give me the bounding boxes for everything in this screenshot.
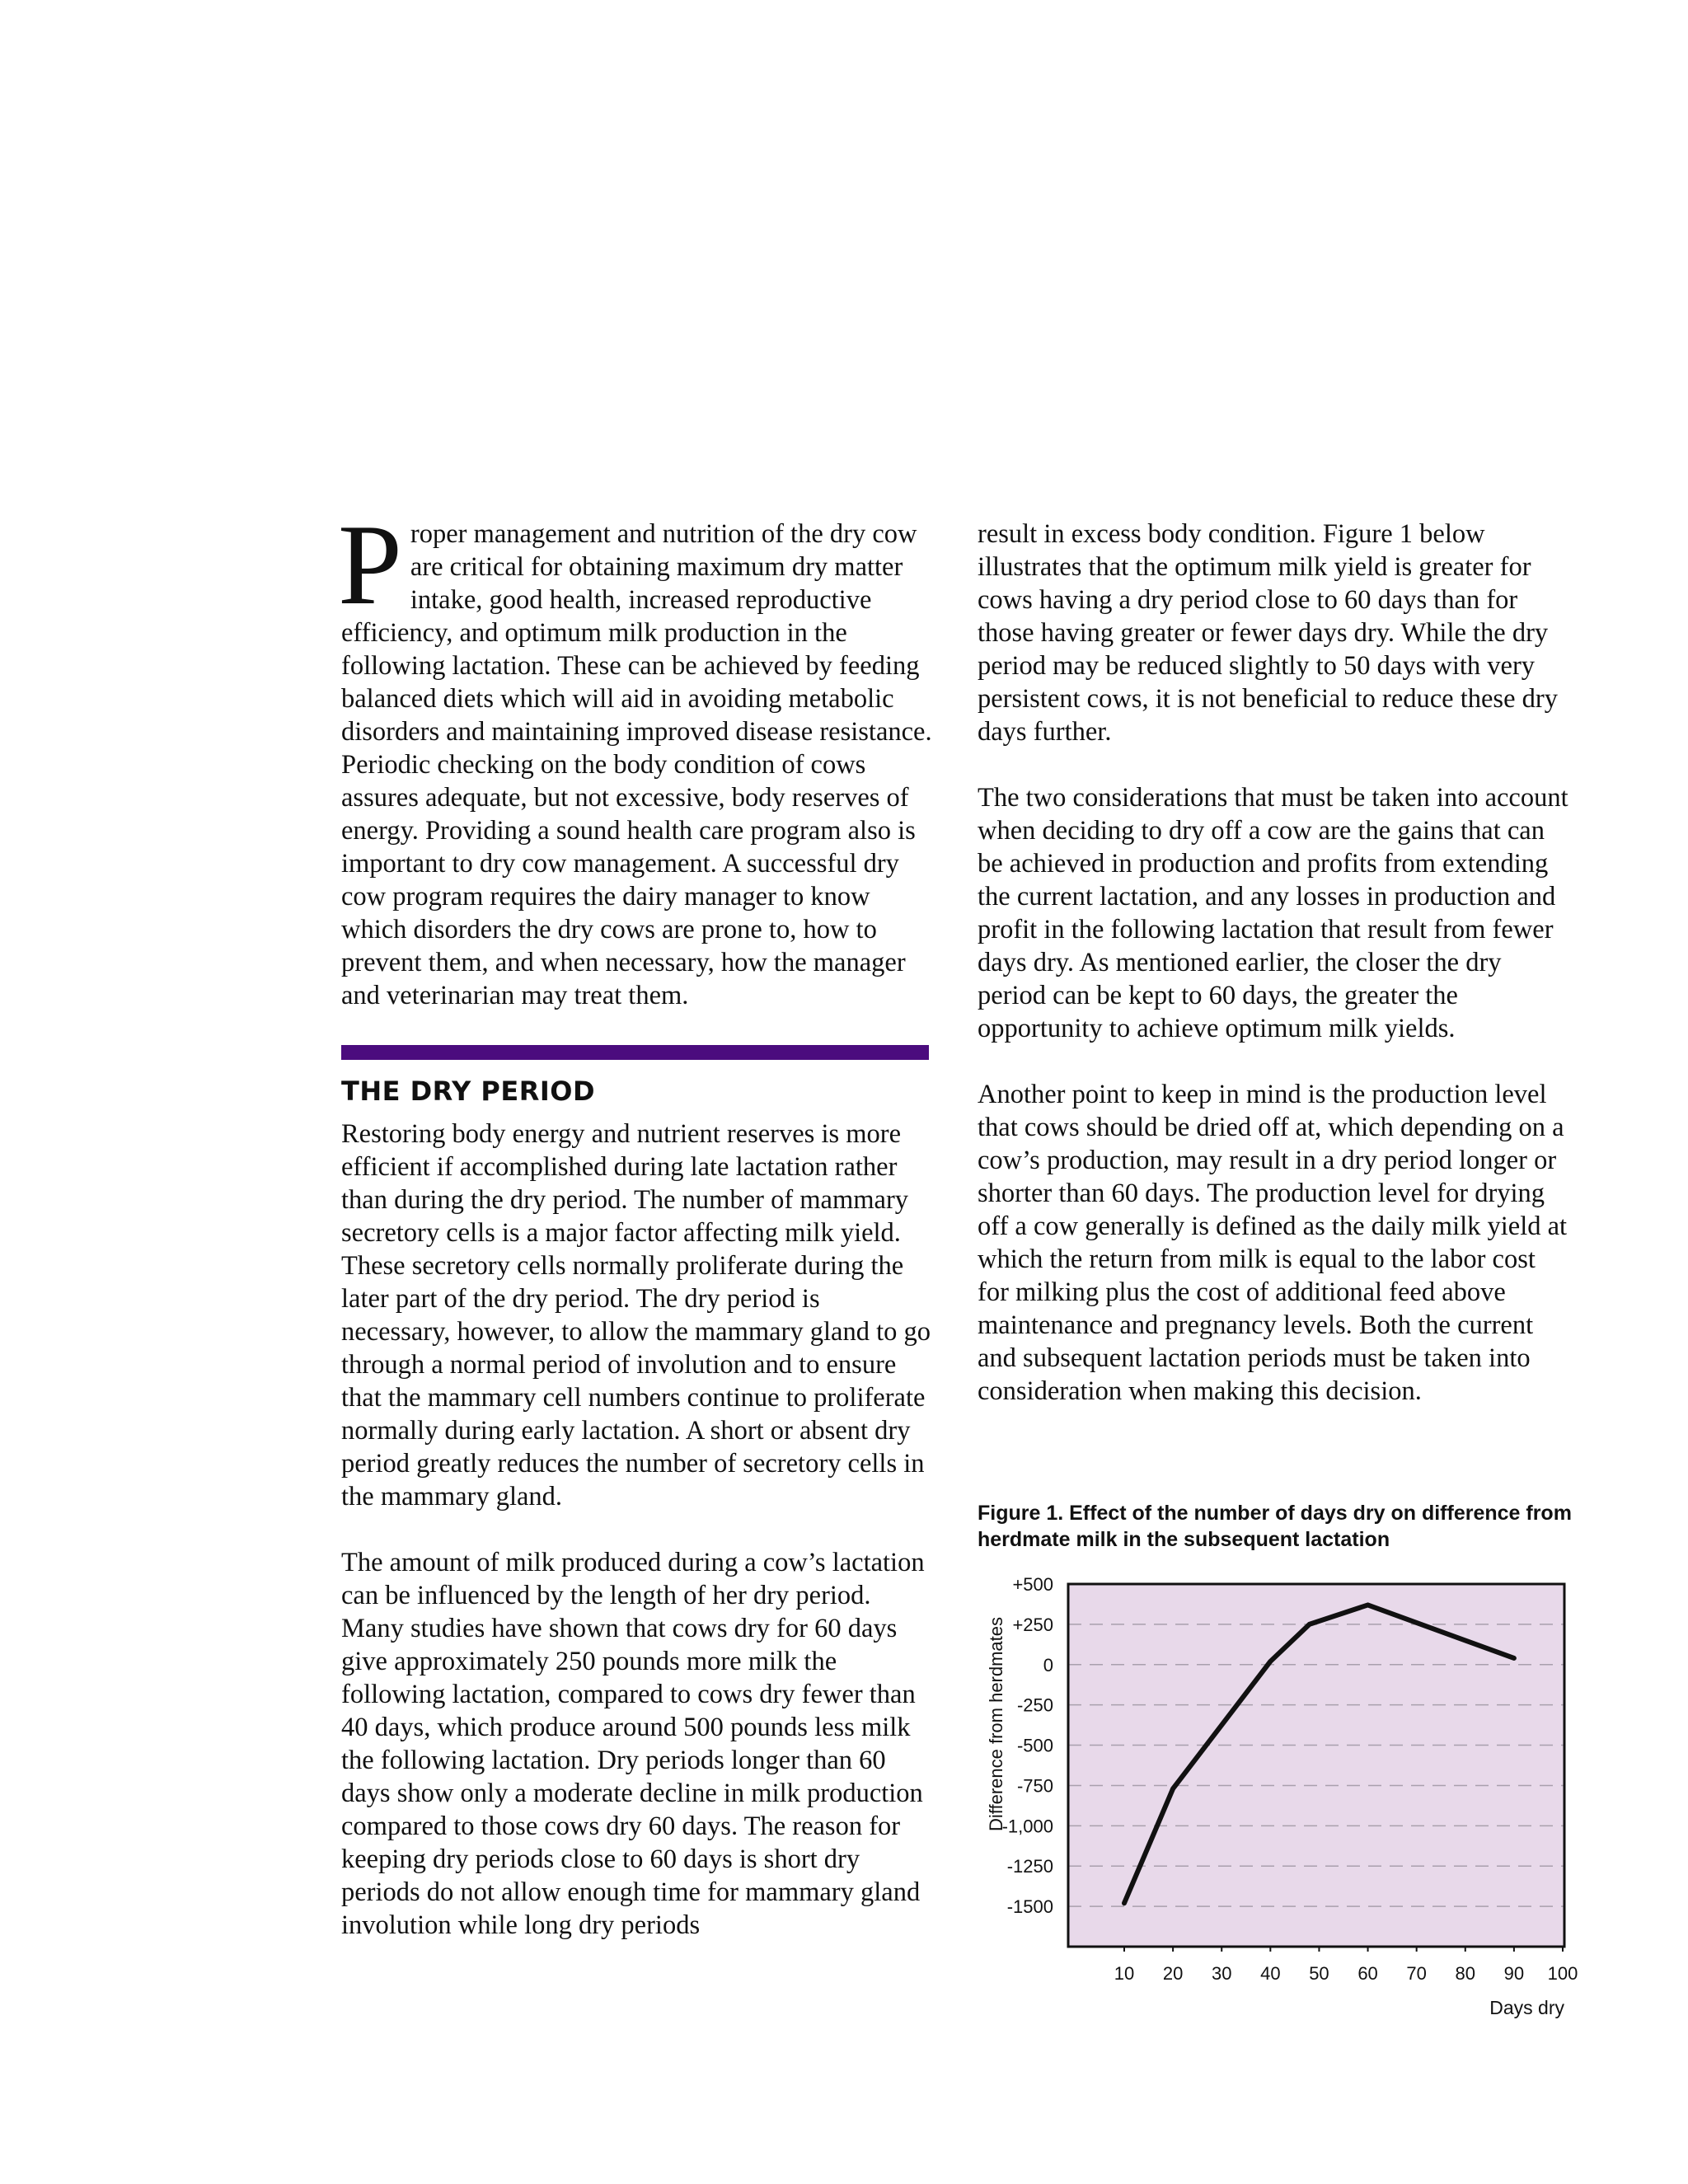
y-tick-label: 0: [1043, 1654, 1053, 1675]
x-tick-label: 80: [1455, 1963, 1476, 1984]
x-tick-label: 30: [1211, 1963, 1232, 1984]
body-paragraph: The two considerations that must be taken into account when deciding to dry off a cow are the gains that can be achieved in production and profits from extending the current lactation, and any losses in production and profit in the following lactation that result from fewer days dry. As mentioned earlier, the closer the dry period can be kept to 60 days, the greater the opportunity to achieve optimum milk yields.: [978, 783, 1568, 1043]
y-tick-label: -750: [1016, 1775, 1053, 1797]
body-paragraph: Restoring body energy and nutrient reserves is more efficient if accomplished during late lactation rather than during the dry period. The number of mammary secretory cells is a major factor affecting milk yield. These secretory cells normally proliferate during the later part of the dry period. The dry period is necessary, however, to allow the mammary gland to go through a normal period of involution and to ensure that the mammary cell numbers continue to proliferate normally during early lactation. A short or absent dry period greatly reduces the number of secretory cells in the mammary gland.: [341, 1119, 931, 1511]
x-tick-label: 100: [1547, 1963, 1578, 1984]
y-tick-label: -1,000: [1001, 1816, 1053, 1837]
body-paragraph: result in excess body condition. Figure 1 below illustrates that the optimum milk yield is greater for cows having a dry period close to 60 days than for those having greater or fewer days dry. While the dry period may be reduced slightly to 50 days with very persistent cows, it is not beneficial to reduce these dry days further.: [978, 519, 1558, 747]
section-divider-bar: [341, 1045, 929, 1060]
y-tick-label: +250: [1012, 1614, 1053, 1635]
y-tick-label: -500: [1016, 1735, 1053, 1756]
right-column: [978, 518, 1571, 1441]
left-column: [338, 501, 935, 1975]
body-paragraph: The amount of milk produced during a cow’s lactation can be influenced by the length of her dry period. Many studies have shown that cows dry for 60 days give approximately 250 pounds more milk the following lactation, compared to cows dry fewer than 40 days, which produce around 500 pounds less milk the following lactation. Dry periods longer than 60 days show only a moderate decline in milk production compared to those cows dry 60 days. The reason for keeping dry periods close to 60 days is short dry periods do not allow enough time for mammary gland involution while long dry periods: [341, 1548, 925, 1940]
x-tick-label: 10: [1114, 1963, 1135, 1984]
line-chart: [973, 1566, 1599, 2044]
y-tick-label: +500: [1012, 1574, 1053, 1595]
plot-background: [1068, 1584, 1564, 1947]
x-tick-label: 70: [1406, 1963, 1427, 1984]
y-axis-label: Difference from herdmates: [986, 1616, 1006, 1832]
x-tick-label: 90: [1503, 1963, 1525, 1984]
x-tick-label: 40: [1260, 1963, 1281, 1984]
x-tick-label: 50: [1309, 1963, 1329, 1984]
y-tick-label: -250: [1016, 1694, 1053, 1716]
x-tick-label: 60: [1357, 1963, 1378, 1984]
drop-cap: P: [338, 501, 402, 629]
y-tick-label: -1250: [1006, 1856, 1053, 1877]
figure-title: Figure 1. Effect of the number of days dry on difference from herdmate milk in the subsequent lactation: [978, 1502, 1572, 1551]
y-tick-label: -1500: [1006, 1896, 1053, 1918]
section-heading: THE DRY PERIOD: [341, 1076, 595, 1107]
x-tick-label: 20: [1162, 1963, 1184, 1984]
body-paragraph: Another point to keep in mind is the production level that cows should be dried off at, which depending on a cow’s production, may result in a dry period longer or shorter than 60 days. The production level for drying off a cow generally is defined as the daily milk yield at which the return from milk is equal to the labor cost for milking plus the cost of additional feed above maintenance and pregnancy levels. Both the current and subsequent lactation periods must be taken into consideration when making this decision.: [978, 1080, 1568, 1406]
intro-paragraph: [338, 501, 935, 1012]
intro-text: roper management and nutrition of the dry cow are critical for obtaining maximum dry matter intake, good health, increased reproductive efficiency, and optimum milk production in the following lactation. These can be achieved by feeding balanced diets which will aid in avoiding metabolic disorders and maintaining improved disease resistance. Periodic checking on the body condition of cows assures adequate, but not excessive, body reserves of energy. Providing a sound health care program also is important to dry cow management. A successful dry cow program requires the dairy manager to know which disorders the dry cows are prone to, how to prevent them, and when necessary, how the manager and veterinarian may treat them.: [341, 519, 932, 1010]
x-axis-label: Days dry: [1489, 1997, 1564, 2018]
